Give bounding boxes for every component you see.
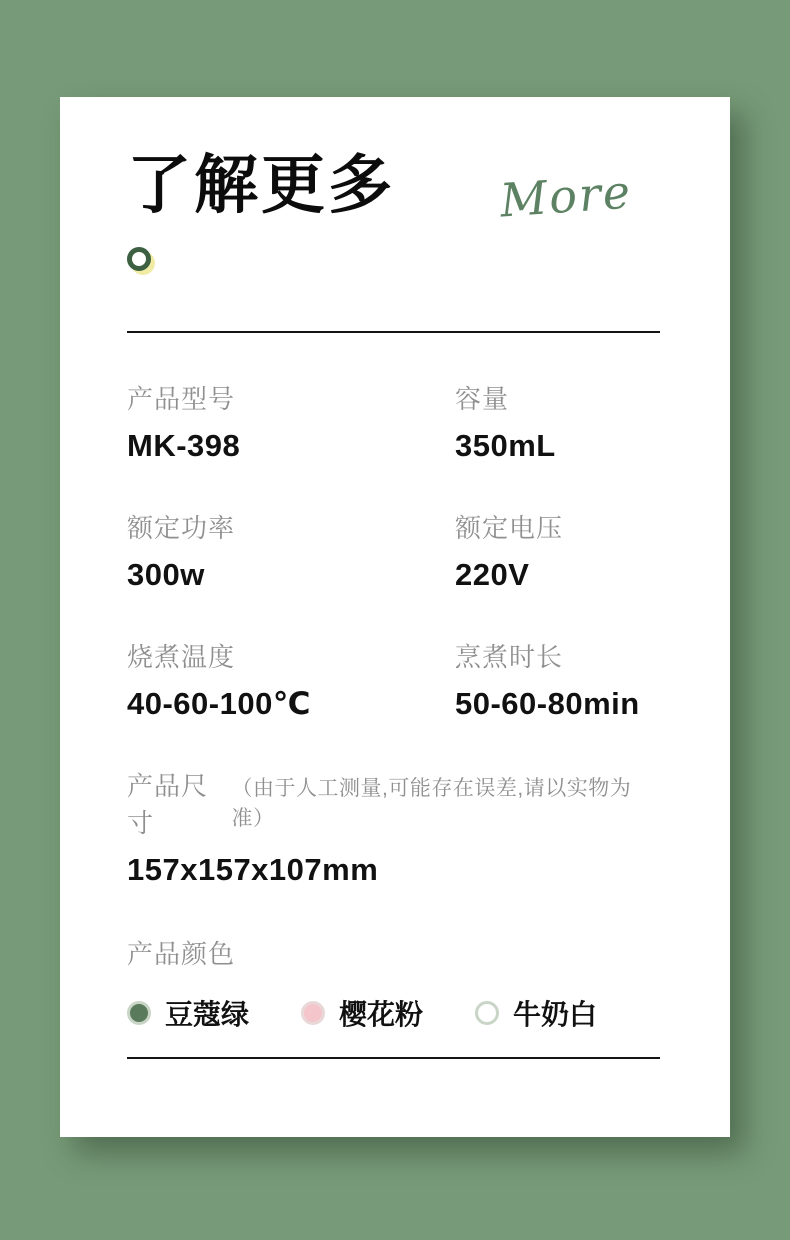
spec-rated-power: [127, 508, 455, 593]
spec-value: MK-398: [127, 428, 241, 463]
color-option-green: [127, 993, 249, 1033]
color-options: [127, 993, 660, 1033]
top-divider: [127, 331, 660, 333]
product-info-card: [60, 97, 730, 1137]
color-name: 樱花粉: [339, 999, 424, 1030]
size-note: （由于人工测量,可能存在误差,请以实物为准）: [231, 777, 632, 830]
spec-label: 额定功率: [127, 513, 236, 543]
spec-label: 烧煮温度: [127, 642, 236, 672]
color-option-white: [475, 993, 597, 1033]
spec-value: 50-60-80min: [455, 686, 640, 721]
spec-value: 350mL: [455, 428, 556, 463]
size-heading: [127, 766, 660, 840]
spec-label: 容量: [455, 384, 510, 414]
spec-value: 300w: [127, 557, 205, 592]
ring-decoration-icon: [127, 247, 151, 271]
card-header: [127, 149, 660, 228]
script-word-more: More: [498, 164, 634, 228]
size-value: 157x157x107mm: [127, 852, 379, 887]
spec-value: 40-60-100℃: [127, 686, 311, 721]
color-name: 豆蔻绿: [165, 999, 250, 1030]
color-name: 牛奶白: [513, 999, 598, 1030]
green-swatch-icon: [127, 1001, 151, 1025]
spec-label: 额定电压: [455, 513, 564, 543]
spec-value: 220V: [455, 557, 530, 592]
spec-model: [127, 379, 455, 464]
bottom-divider: [127, 1057, 660, 1059]
spec-label: 烹煮时长: [455, 642, 564, 672]
spec-cook-duration: [455, 637, 660, 722]
pink-swatch-icon: [301, 1001, 325, 1025]
spec-cook-temperature: [127, 637, 455, 722]
spec-rated-voltage: [455, 508, 660, 593]
product-colors-block: [127, 934, 660, 1033]
spec-capacity: [455, 379, 660, 464]
spec-grid: [127, 379, 660, 722]
colors-label: 产品颜色: [127, 939, 236, 969]
size-label: 产品尺寸: [127, 771, 209, 838]
product-size-block: [127, 766, 660, 888]
color-option-pink: [301, 993, 423, 1033]
white-swatch-icon: [475, 1001, 499, 1025]
page-title: 了解更多: [127, 149, 395, 221]
spec-label: 产品型号: [127, 384, 236, 414]
